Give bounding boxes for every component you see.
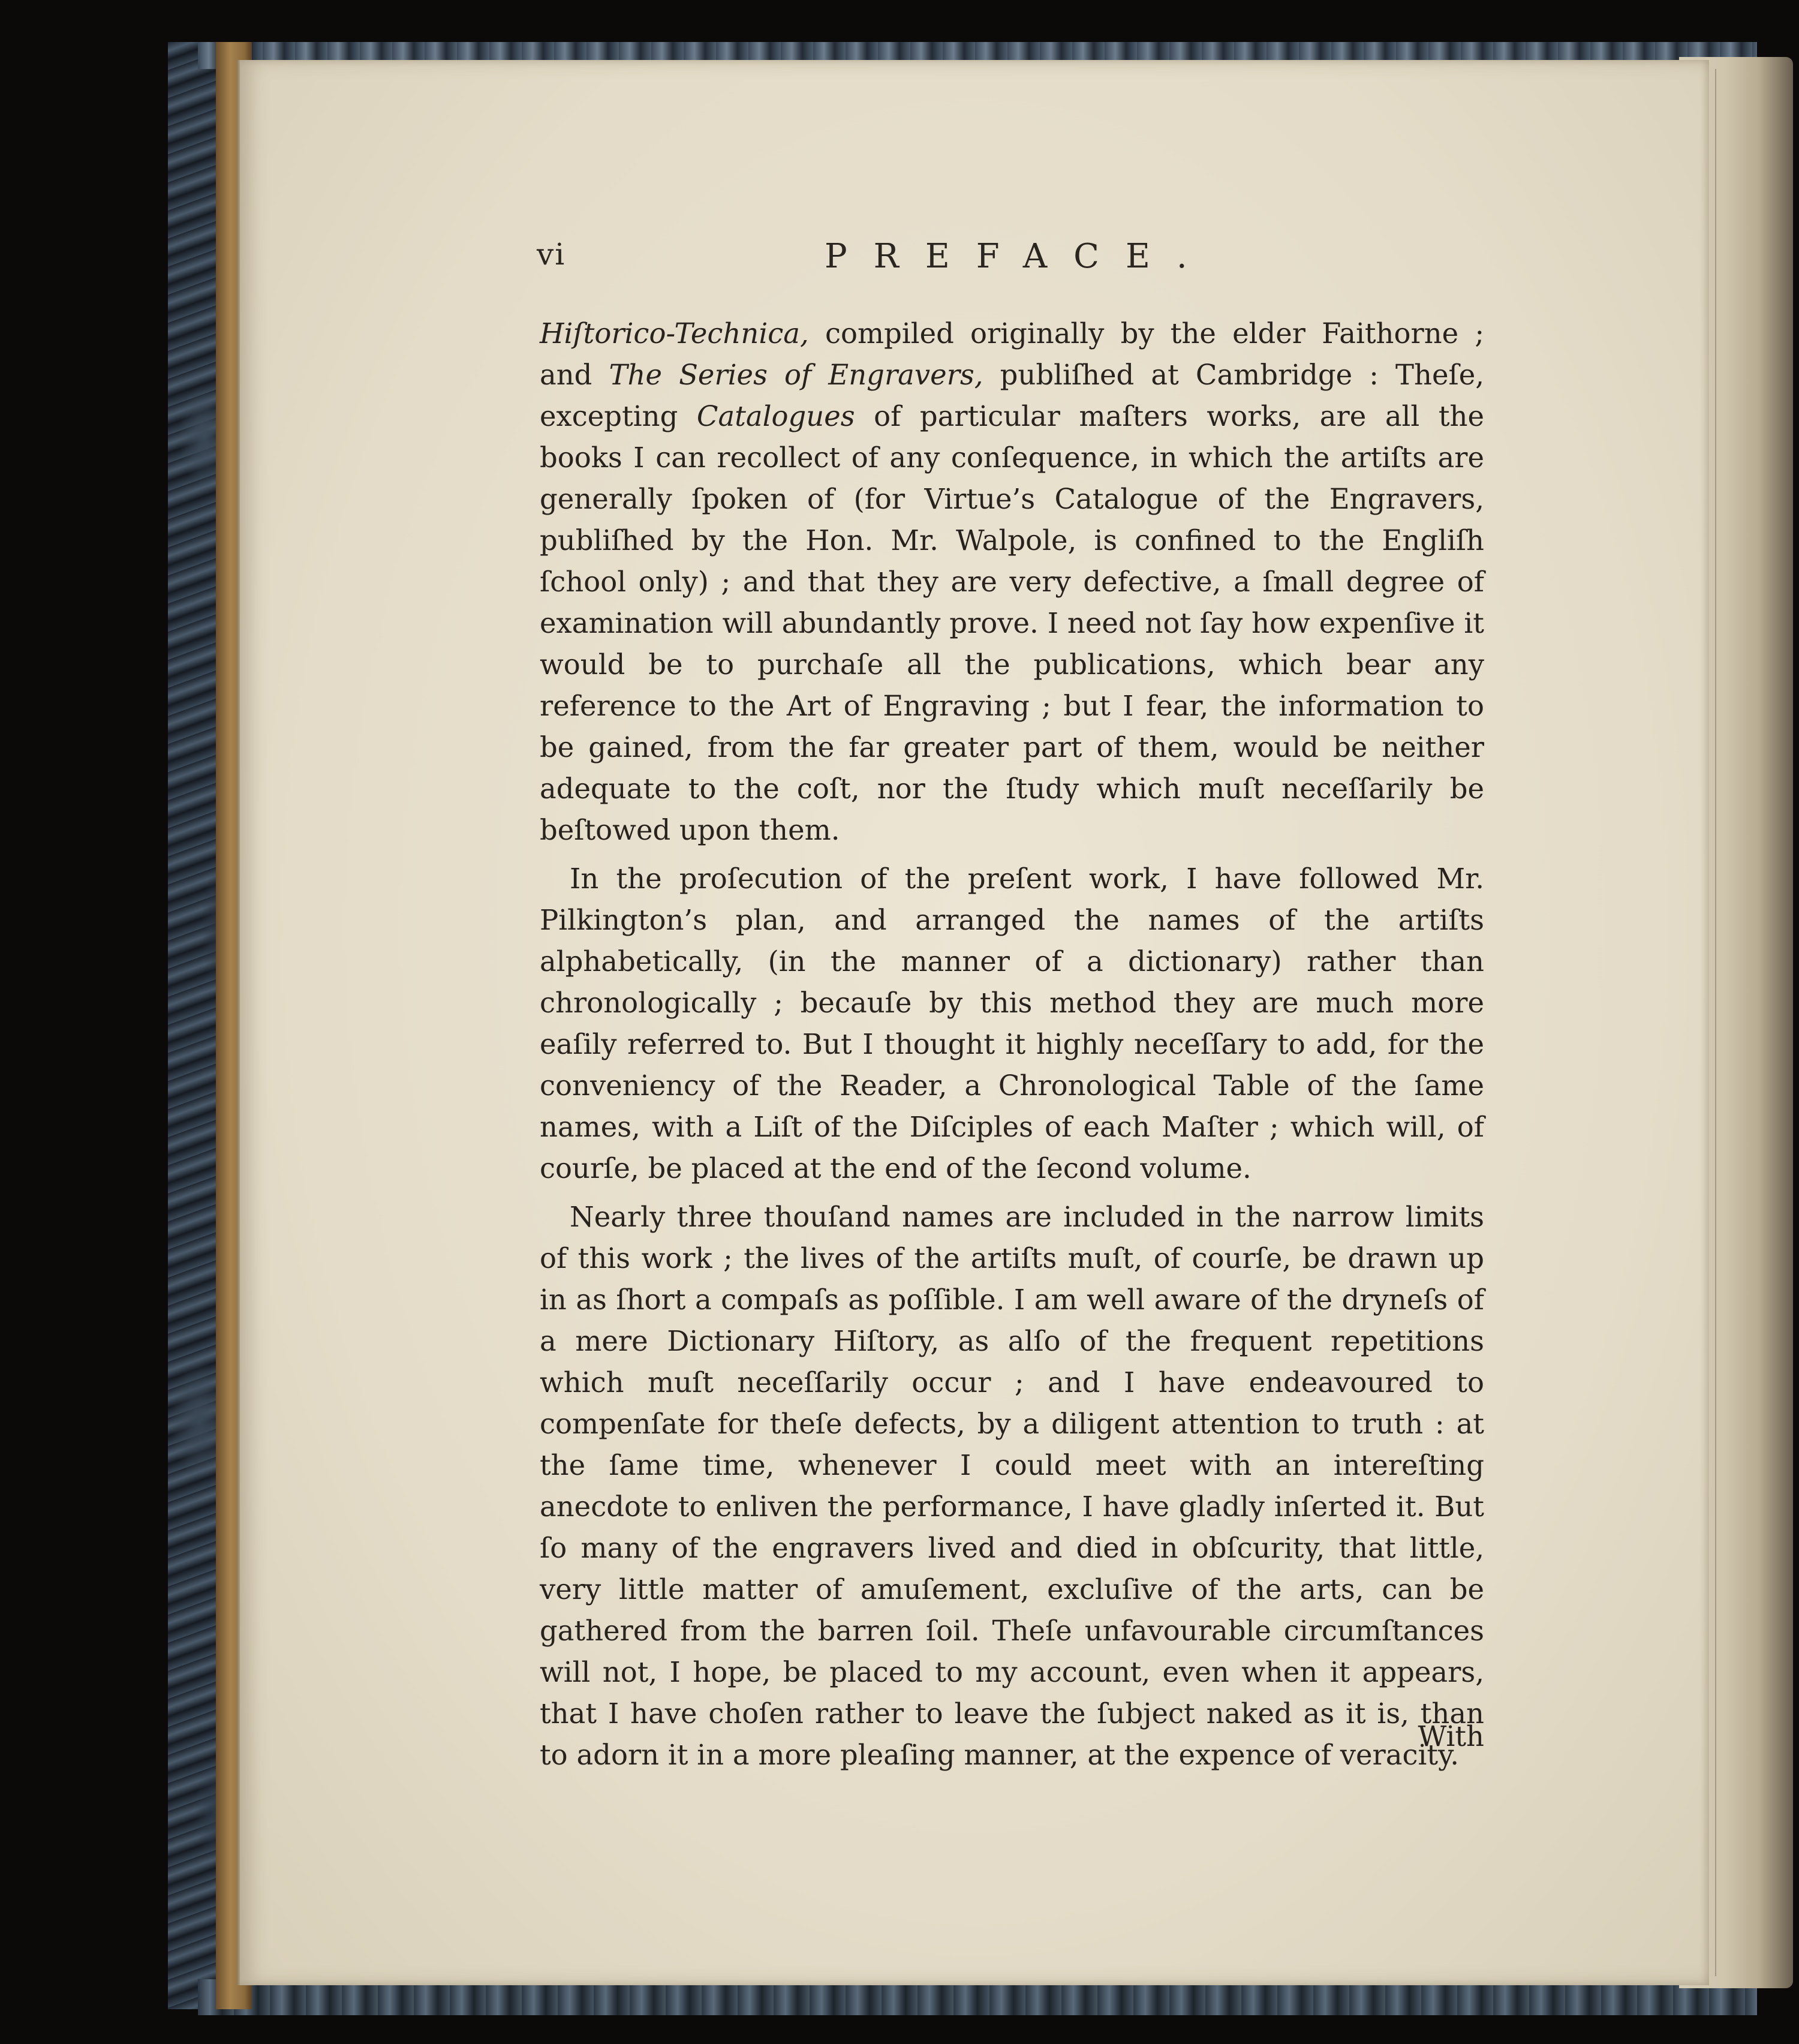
page-number: vi [537,237,566,272]
paragraph-1-seg-3: of particular maſters works, are all the books I can recollect of any conſequence, in which the artiſts are generally ſpoken of (for Virtue’s Catalogue of the Engravers, publiſhed by the Hon. Mr. Walpole, is confined to the Engliſh ſchool only) ; and that they are very defective, a ſmall degree of examination will abundantly prove. I need not ſay how expenſive it would be to purchaſe all the publications, which bear any reference to the Art of Engraving ; but I fear, the information to be gained, from the far greater part of them, would be neither adequate to the coſt, nor the ſtudy which muſt neceſſarily be beſtowed upon them. [540,400,1485,846]
paragraph-1 [540,313,1484,851]
italic-title-1: Hiſtorico-Technica, [540,317,809,350]
italic-title-3: Catalogues [696,400,855,432]
paragraph-3: Nearly three thouſand names are included in the narrow limits of this work ; the lives of the artiſts muſt, of courſe, be drawn up in as ſhort a compaſs as poſſible. I am well aware of the dryneſs of a mere Dictionary Hiſtory, as alſo of the frequent repetitions which muſt neceſſarily occur ; and I have endeavoured to compenſate for theſe defects, by a diligent attention to truth : at the ſame time, whenever I could meet with an intereſting anecdote to enliven the performance, I have gladly inſerted it. But ſo many of the engravers lived and died in obſcurity, that little, very little matter of amuſement, excluſive of the arts, can be gathered from the barren ſoil. Theſe unfavourable circumſtances will not, I hope, be placed to my account, even when it appears, that I have choſen rather to leave the ſubject naked as it is, than to adorn it in a more pleaſing manner, at the expence of veracity. [540,1201,1484,1771]
catchword: With [1418,1720,1484,1753]
paragraph-2: In the proſecution of the preſent work, I have followed Mr. Pilkington’s plan, and arranged the names of the artiſts alphabetically, (in the manner of a dictionary) rather than chronologically ; becauſe by this method they are much more eaſily referred to. But I thought it highly neceſſary to add, for the conveniency of the Reader, a Chronological Table of the ſame names, with a Liſt of the Diſciples of each Maſter ; which will, of courſe, be placed at the end of the ſecond volume. [540,862,1484,1185]
paragraph-1-seg-1: compiled originally by the elder Faithorne ; and [540,317,1484,391]
running-head [537,237,1484,291]
page-title: PREFACE. [825,237,1214,276]
paragraph-1-seg-2: publiſhed at Cambridge : Theſe, excepting [540,359,1484,432]
body-text [540,313,1484,1783]
italic-title-2: The Series of Engravers, [609,359,983,391]
